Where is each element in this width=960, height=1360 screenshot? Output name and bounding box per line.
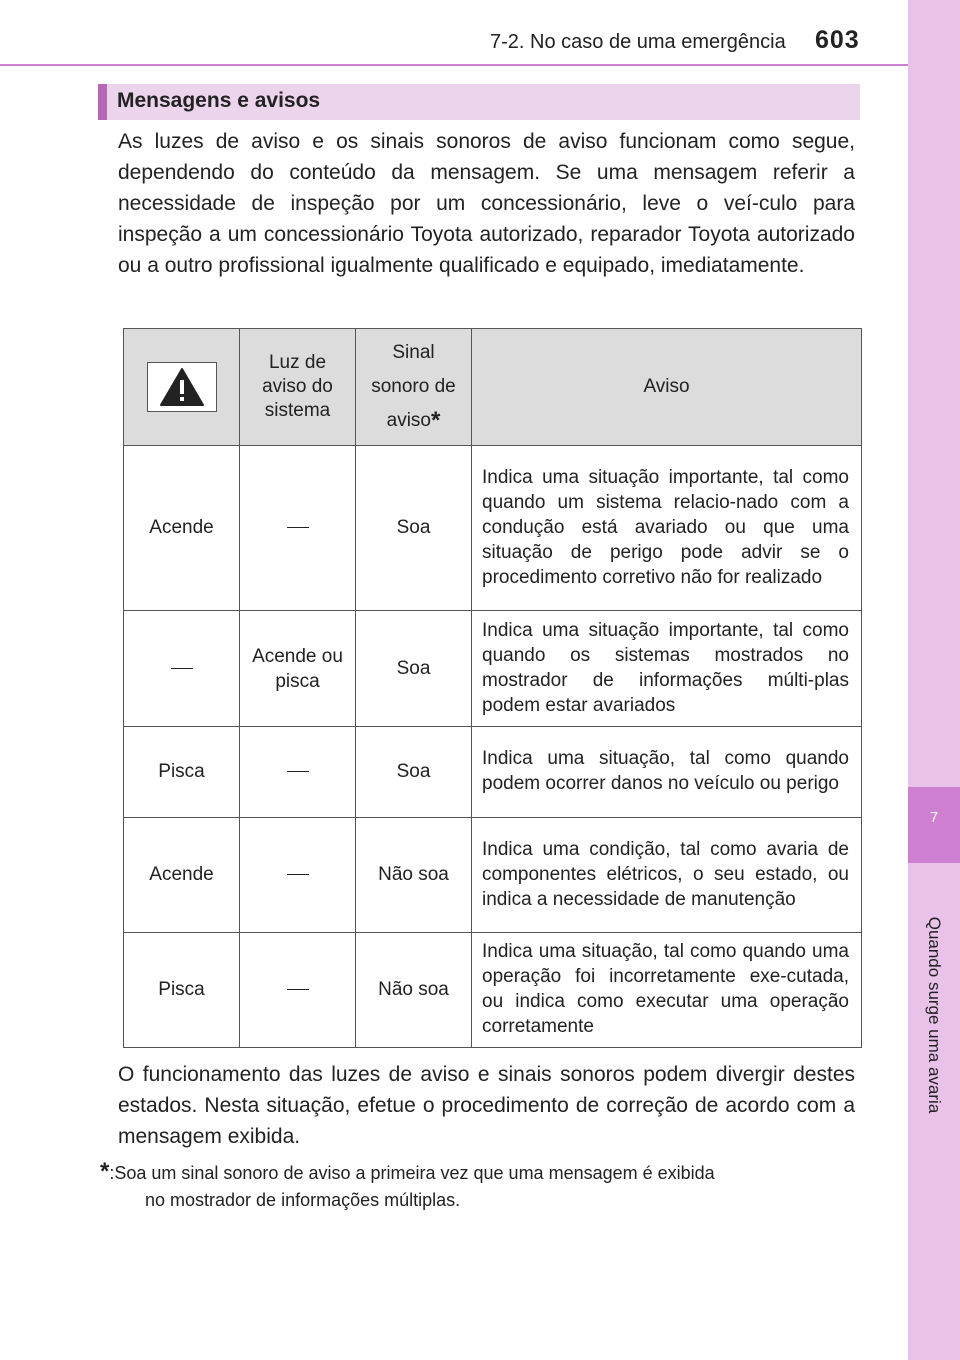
footnote-mark: * [100,1158,110,1185]
header-buzzer [356,329,472,446]
footnote-line1 [100,1158,860,1187]
chapter-title: Quando surge uma avaria [925,916,944,1114]
row1-system-light: Acende [124,446,240,611]
row5-system-light: Pisca [124,933,240,1048]
running-header-section: 7-2. No caso de uma emergência [490,31,786,53]
header-buzzer-word: aviso [386,410,431,431]
header-system-light-text: Luz de aviso do sistema [262,352,333,421]
section-title: Mensagens e avisos [117,89,321,112]
header-icon-cell [124,329,240,446]
header-buzzer-line1: Sinal [392,342,435,363]
header-buzzer-line3 [356,404,471,438]
footnote-star: * [431,407,441,434]
row2-dash [124,611,240,727]
header-warning: Aviso [472,329,862,446]
chapter-number-tab[interactable]: 7 [908,787,960,863]
row5-buzzer: Não soa [356,933,472,1048]
dash-mark [287,874,309,875]
row2-description: Indica uma situação importante, tal como quando os sistemas mostrados no mostrador de informações múlti-plas podem estar avariados [472,611,862,727]
row4-system-light: Acende [124,818,240,933]
table-row [124,933,862,1048]
page-number: 603 [815,26,860,54]
table-header-row [124,329,862,446]
row3-buzzer: Soa [356,727,472,818]
footnote-line2: no mostrador de informações múltiplas. [145,1190,461,1210]
header-rule [0,64,908,66]
row3-description: Indica uma situação, tal como quando podem ocorrer danos no veículo ou perigo [472,727,862,818]
row2-system-light: Acende ou pisca [240,611,356,727]
row4-dash [240,818,356,933]
table-row [124,818,862,933]
warning-table [123,328,862,1048]
row1-dash [240,446,356,611]
intro-paragraph: As luzes de aviso e os sinais sonoros de aviso funcionam como segue, dependendo do conteúdo da mensagem. Se uma mensagem referir a necessidade de inspeção por um concessionário, leve o veí-culo para inspeção a um concessionário Toyota autorizado, reparador Toyota autorizado ou a outro profissional igualmente qualificado e equipado, imediatamente. [118,130,855,277]
table-row [124,446,862,611]
dash-mark [287,527,309,528]
header-system-light [240,329,356,446]
header-buzzer-line2: sonoro de [371,376,456,397]
dash-mark [171,668,193,669]
chapter-sidebar [908,0,960,1360]
row5-dash [240,933,356,1048]
row2-buzzer: Soa [356,611,472,727]
row3-dash [240,727,356,818]
footnote-text1: :Soa um sinal sonoro de aviso a primeira vez que uma mensagem é exibida [109,1163,715,1183]
outro-paragraph: O funcionamento das luzes de aviso e sinais sonoros podem divergir destes estados. Nesta situação, efetue o procedimento de correção de acordo com a mensagem exibida. [118,1063,855,1148]
dash-mark [287,989,309,990]
table-row [124,727,862,818]
row5-description: Indica uma situação, tal como quando uma operação foi incorretamente exe-cutada, ou indica como executar uma operação corretamente [472,933,862,1048]
row4-buzzer: Não soa [356,818,472,933]
row1-buzzer: Soa [356,446,472,611]
row3-system-light: Pisca [124,727,240,818]
row1-description: Indica uma situação importante, tal como quando um sistema relacio-nado com a condução está avariado ou que uma situação de perigo pode advir se o procedimento corretivo não for realizado [472,446,862,611]
section-title-accent [98,84,107,120]
warning-triangle-icon [147,362,217,412]
row4-description: Indica uma condição, tal como avaria de componentes elétricos, o seu estado, ou indica a necessidade de manutenção [472,818,862,933]
table-row [124,611,862,727]
footnote [100,1158,860,1214]
dash-mark [287,771,309,772]
